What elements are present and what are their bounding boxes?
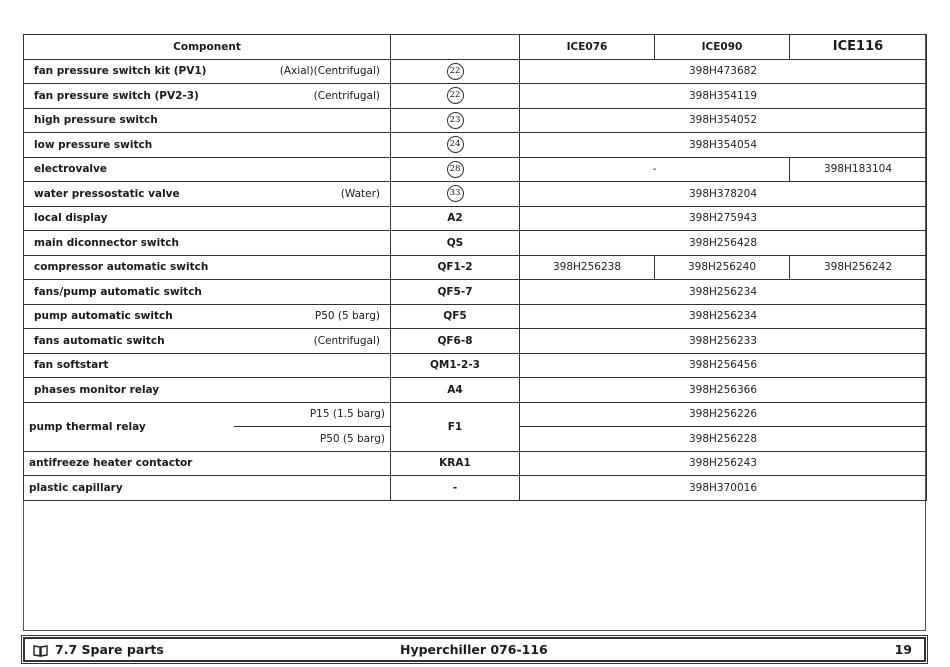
part-code: 398H378204 [520,182,927,207]
circled-ref-number: 33 [447,185,464,202]
ref-cell [391,108,520,133]
part-code: 398H256226 [520,402,927,427]
component-note: (Centrifugal) [313,89,380,102]
component-name: fans automatic switch [34,334,165,347]
part-code: 398H256240 [655,255,790,280]
ref-cell [391,353,520,378]
component-name: antifreeze heater contactor [24,451,391,476]
table-row [24,378,927,403]
part-code: - [520,157,790,182]
header-ref [391,35,520,60]
component-cell [24,353,391,378]
ref-cell [391,304,520,329]
table-row [24,231,927,256]
ref-cell [391,157,520,182]
ref-cell [391,84,520,109]
part-code: 398H256456 [520,353,927,378]
part-code: 398H256238 [520,255,655,280]
part-code: 398H256233 [520,329,927,354]
ref-code: A2 [447,212,463,225]
ref-code: QF1-2 [437,261,473,274]
part-code: 398H473682 [520,59,927,84]
component-cell [24,231,391,256]
table-row [24,451,927,476]
part-code: 398H256242 [790,255,927,280]
table-row [24,280,927,305]
ref-cell [391,476,520,501]
part-code: 398H256234 [520,280,927,305]
part-code: 398H256366 [520,378,927,403]
table-row [24,59,927,84]
part-code: 398H354054 [520,133,927,158]
header-ice076: ICE076 [520,35,655,60]
component-name: fan pressure switch (PV2-3) [34,89,199,102]
component-cell [24,206,391,231]
table-row [24,182,927,207]
header-component: Component [24,35,391,60]
table-row [24,157,927,182]
component-name: low pressure switch [34,138,153,151]
part-code: 398H275943 [520,206,927,231]
ref-cell [391,280,520,305]
footer-page-number: 19 [894,642,912,657]
ref-cell [391,182,520,207]
component-note: P15 (1.5 barg) [234,402,391,427]
component-name: fans/pump automatic switch [34,285,202,298]
table-row [24,133,927,158]
component-cell [24,108,391,133]
table-row [24,476,927,501]
ref-cell [391,329,520,354]
component-name: electrovalve [34,163,107,176]
circled-ref-number: 23 [447,112,464,129]
ref-code: - [452,481,458,494]
table-row [24,84,927,109]
part-code: 398H183104 [790,157,927,182]
ref-cell [391,133,520,158]
ref-code: QM1-2-3 [429,359,480,372]
ref-code: QF5-7 [437,285,473,298]
ref-cell [391,231,520,256]
ref-code: KRA1 [439,457,471,470]
part-code: 398H256428 [520,231,927,256]
ref-cell [391,402,520,451]
header-ice090: ICE090 [655,35,790,60]
component-note: (Axial)(Centrifugal) [279,65,380,78]
circled-ref-number: 24 [447,136,464,153]
ref-cell [391,378,520,403]
table-row [24,206,927,231]
table-row [24,304,927,329]
component-name: local display [34,212,108,225]
component-name: phases monitor relay [34,383,160,396]
component-cell [24,157,391,182]
component-cell [24,84,391,109]
part-code: 398H256243 [520,451,927,476]
header-ice116: ICE116 [790,35,927,60]
component-note: (Centrifugal) [313,334,380,347]
table-row [24,108,927,133]
component-name: fan pressure switch kit (PV1) [34,65,207,78]
component-name: fan softstart [34,359,109,372]
table-row [24,353,927,378]
component-note: (Water) [340,187,380,200]
component-name: plastic capillary [24,476,391,501]
component-name: pump automatic switch [34,310,173,323]
component-name: water pressostatic valve [34,187,180,200]
part-code: 398H256228 [520,427,927,452]
component-note: P50 (5 barg) [234,427,391,452]
component-cell [24,182,391,207]
table-row [24,329,927,354]
ref-code: QS [446,236,464,249]
component-cell [24,329,391,354]
spare-parts-table [23,34,927,501]
ref-cell [391,255,520,280]
page-footer [23,637,926,662]
ref-cell [391,451,520,476]
component-cell [24,280,391,305]
part-code: 398H256234 [520,304,927,329]
component-cell [24,378,391,403]
component-name: pump thermal relay [24,402,234,451]
component-name: main diconnector switch [34,236,179,249]
component-cell [24,133,391,158]
component-cell [24,59,391,84]
book-icon [33,644,47,656]
ref-code: QF5 [443,310,467,323]
footer-document-title: Hyperchiller 076-116 [400,642,548,657]
part-code: 398H370016 [520,476,927,501]
component-name: high pressure switch [34,114,158,127]
ref-code: A4 [447,383,463,396]
circled-ref-number: 22 [447,87,464,104]
component-note: P50 (5 barg) [314,310,380,323]
ref-cell [391,206,520,231]
ref-cell [391,59,520,84]
ref-code: F1 [447,420,463,433]
component-name: compressor automatic switch [34,261,209,274]
part-code: 398H354052 [520,108,927,133]
footer-section: 7.7 Spare parts [55,642,164,657]
component-cell [24,255,391,280]
ref-code: QF6-8 [437,334,473,347]
table-header-row [24,35,927,60]
component-cell [24,304,391,329]
table-row [24,402,927,427]
circled-ref-number: 28 [447,161,464,178]
circled-ref-number: 22 [447,63,464,80]
part-code: 398H354119 [520,84,927,109]
table-row [24,255,927,280]
